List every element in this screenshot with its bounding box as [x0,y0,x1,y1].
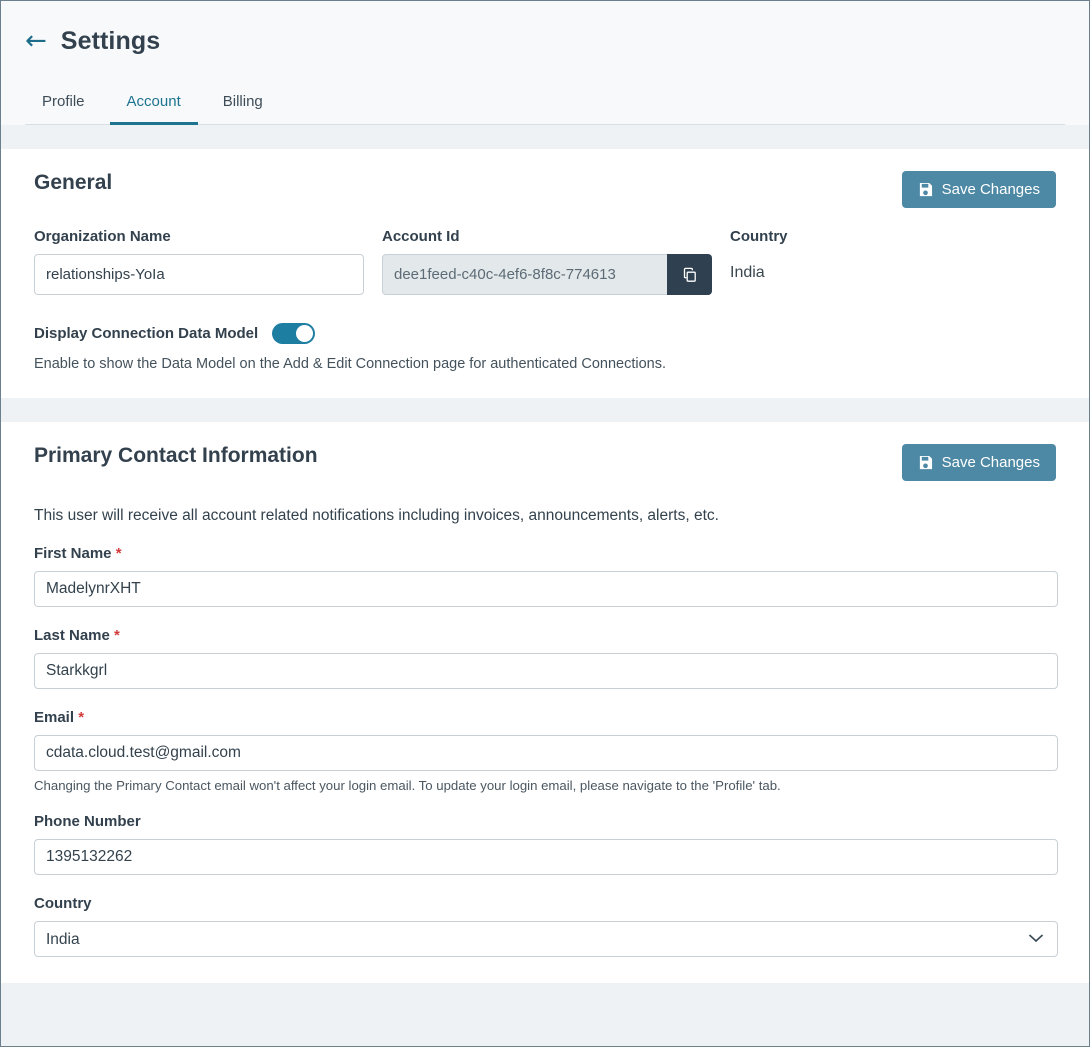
last-name-label [34,627,1056,644]
email-label-text: Email [34,709,75,726]
email-input[interactable] [34,735,1058,771]
first-name-field [34,545,1056,607]
organization-name-field [34,228,382,295]
first-name-label-text: First Name [34,545,112,562]
contact-card-header [34,444,1056,481]
data-model-toggle-hint: Enable to show the Data Model on the Add & Edit Connection page for authenticated Connections. [34,356,666,372]
toggle-knob [296,325,313,342]
contact-section-title: Primary Contact Information [34,444,318,467]
title-row [25,19,1065,63]
organization-name-label: Organization Name [34,228,171,245]
tab-account[interactable]: Account [110,83,198,125]
data-model-toggle[interactable] [272,323,315,344]
required-marker: * [115,545,122,562]
required-marker: * [78,709,85,726]
save-disk-icon [918,455,933,470]
last-name-input[interactable] [34,653,1058,689]
required-marker: * [114,627,120,644]
contact-description: This user will receive all account related notifications including invoices, announcements, alerts, etc. [34,507,719,524]
general-country-label: Country [730,228,788,245]
page-title: Settings [60,26,161,55]
general-country-field [730,228,1056,295]
account-id-label: Account Id [382,228,460,245]
account-id-input-wrap [382,254,712,295]
section-divider-2 [1,398,1089,422]
general-card [1,149,1089,398]
tab-bar [25,83,1065,125]
phone-number-input[interactable] [34,839,1058,875]
arrow-left-icon[interactable]: ← [25,26,47,56]
email-label [34,709,1056,726]
tab-profile[interactable]: Profile [42,93,85,110]
first-name-input[interactable] [34,571,1058,607]
general-fields-grid [34,228,1056,295]
contact-save-label: Save Changes [941,454,1040,471]
account-id-field [382,228,730,295]
contact-country-select-wrap [34,921,1058,957]
contact-country-select[interactable] [34,921,1058,957]
primary-contact-card [1,422,1089,983]
general-section-title: General [34,171,113,194]
general-card-header [34,171,1056,208]
tab-billing[interactable]: Billing [222,93,263,110]
general-save-label: Save Changes [941,181,1040,198]
organization-name-input[interactable] [34,254,364,295]
general-country-value: India [730,264,765,281]
page-header [1,1,1089,125]
phone-number-field [34,813,1056,875]
data-model-toggle-row [34,323,1056,344]
general-save-changes-button[interactable] [902,171,1056,208]
email-field-block [34,709,1056,793]
contact-save-changes-button[interactable] [902,444,1056,481]
last-name-field [34,627,1056,689]
save-disk-icon [918,182,933,197]
contact-country-label: Country [34,895,92,912]
contact-country-field [34,895,1056,957]
last-name-label-text: Last Name [34,627,110,644]
copy-icon[interactable] [667,254,712,295]
section-divider [1,125,1089,149]
first-name-label [34,545,1056,562]
phone-number-label: Phone Number [34,813,141,830]
data-model-toggle-label: Display Connection Data Model [34,325,259,342]
account-id-input [382,254,712,295]
email-hint: Changing the Primary Contact email won't affect your login email. To update your login email, please navigate to the 'Profile' tab. [34,778,781,793]
